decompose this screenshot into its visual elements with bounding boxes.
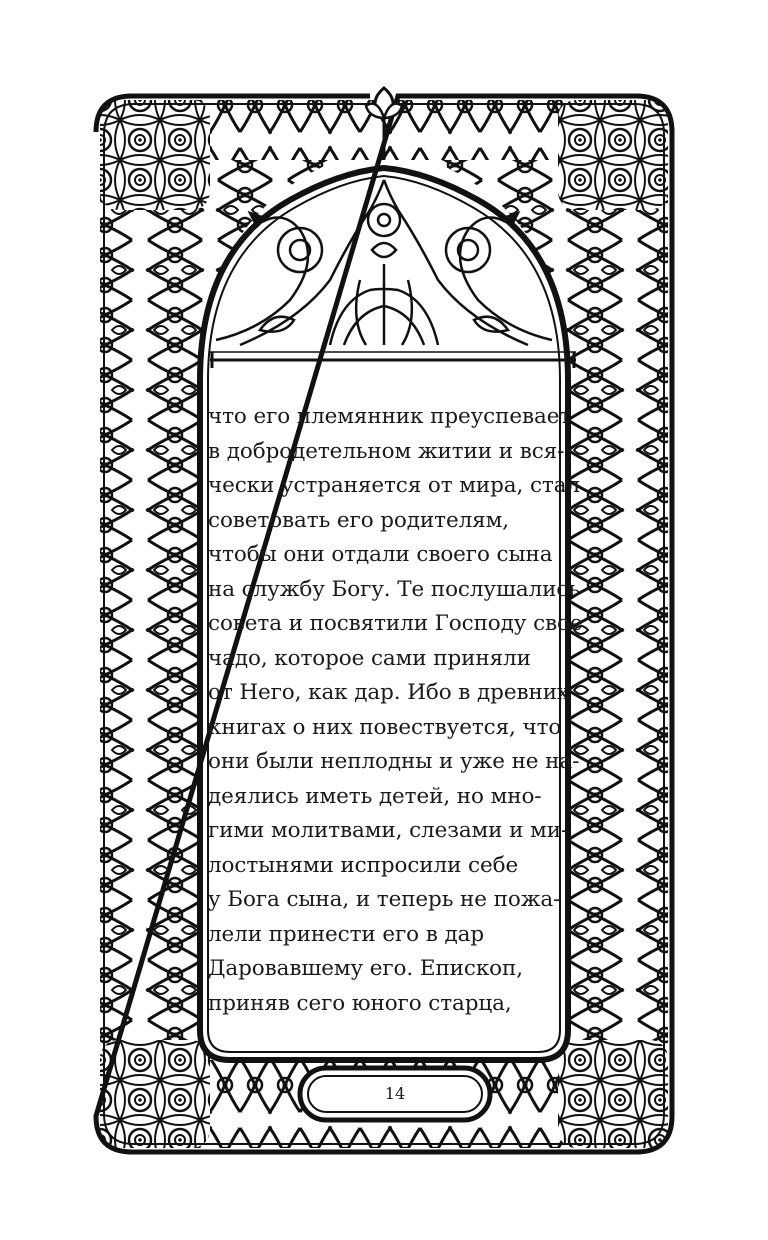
text-line: чадо, которое сами приняли	[208, 645, 531, 671]
text-line: от Него, как дар. Ибо в древних	[208, 680, 569, 705]
text-line: совета и посвятили Господу свое	[208, 611, 583, 636]
text-line: чески устраняется от мира, стал	[208, 473, 580, 498]
text-line: советовать его родителям,	[208, 507, 509, 533]
text-line: лостынями испросили себе	[208, 852, 519, 878]
page-number: 14	[384, 1084, 406, 1103]
text-line: чтобы они отдали своего сына	[208, 542, 553, 567]
body-text	[208, 400, 598, 1021]
text-line: деялись иметь детей, но мно-	[208, 783, 542, 809]
text-line: лели принести его в дар	[208, 921, 485, 947]
text-line: на службу Богу. Те послушались	[208, 576, 580, 602]
text-line: книгах о них повествуется, что	[208, 714, 562, 740]
text-line: у Бога сына, и теперь не пожа-	[208, 887, 561, 912]
text-line: они были неплодны и уже не на-	[208, 749, 580, 774]
text-line: что его племянник преуспевает	[208, 404, 572, 429]
text-line: гими молитвами, слезами и ми-	[208, 818, 569, 843]
text-line: Даровавшему его. Епископ,	[208, 956, 523, 981]
text-line: в добродетельном житии и вся-	[208, 438, 565, 464]
text-line: приняв сего юного старца,	[208, 990, 512, 1016]
